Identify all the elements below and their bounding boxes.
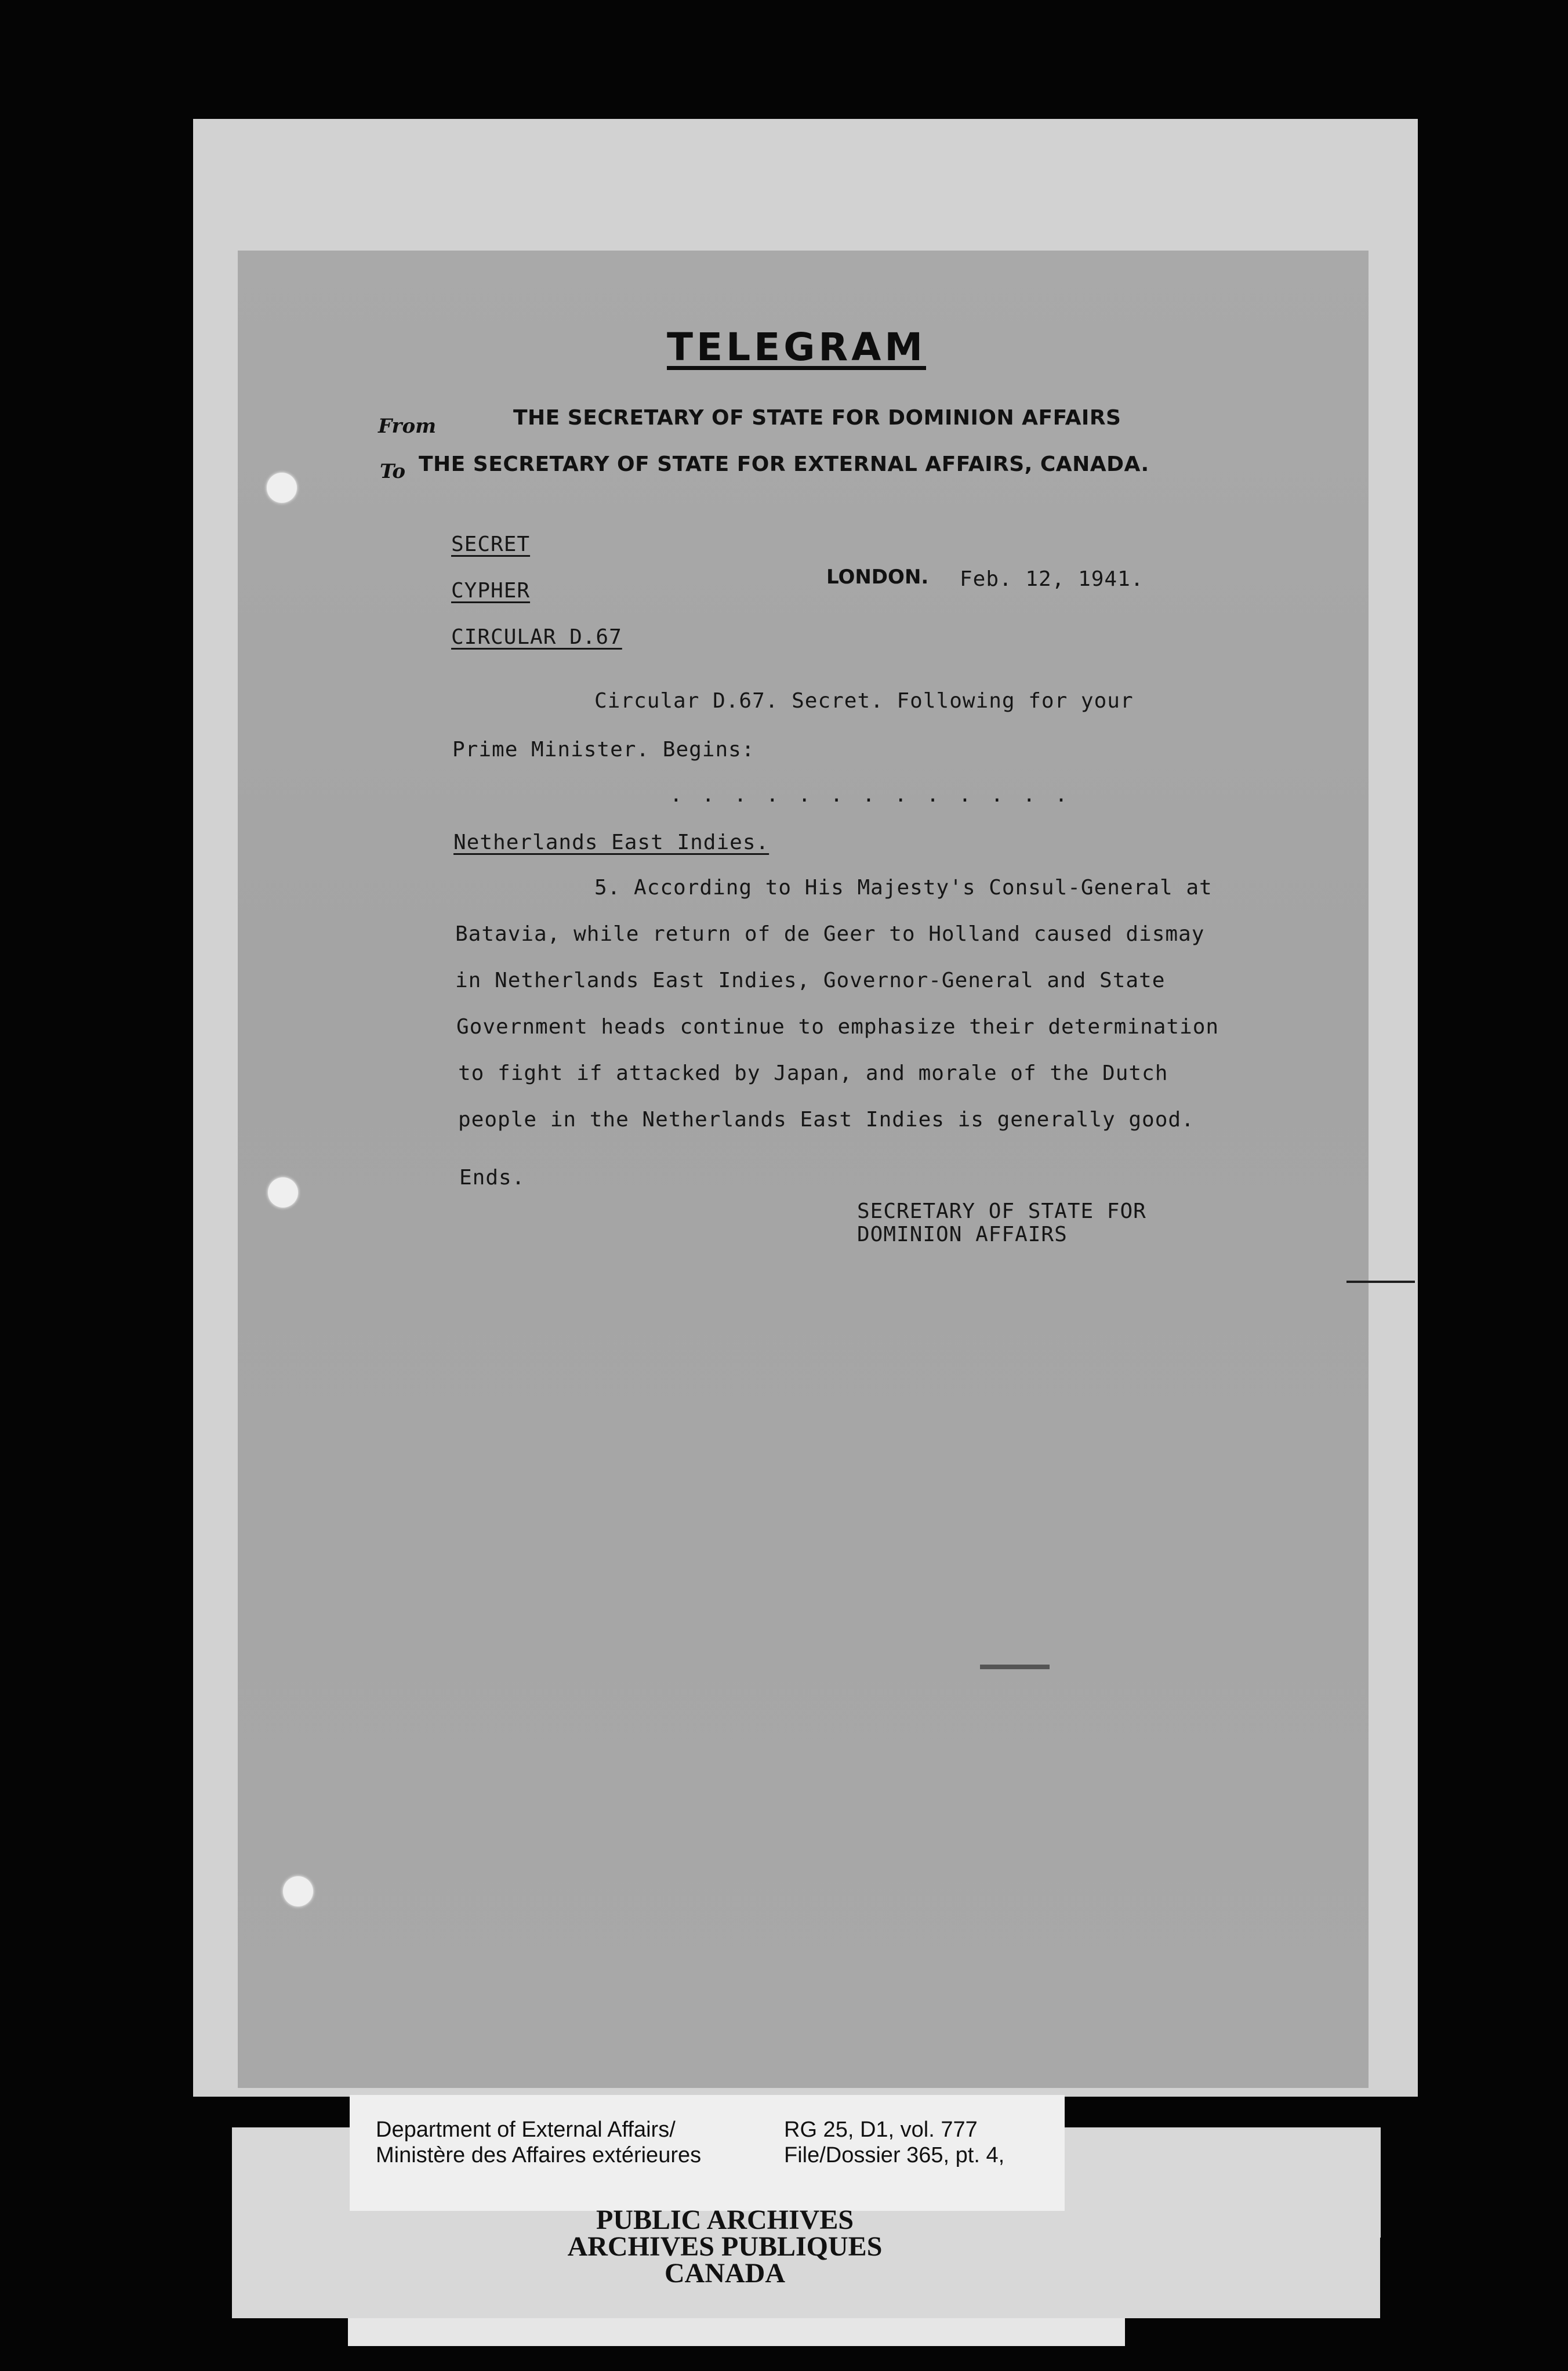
reference-line: RG 25, D1, vol. 777 [784,2118,978,2142]
body-line: people in the Netherlands East Indies is generally good. [458,1108,1195,1132]
section-heading: Netherlands East Indies. [453,831,770,854]
sender: THE SECRETARY OF STATE FOR DOMINION AFFAIRS [513,406,1121,430]
telegram-sheet [238,251,1369,2088]
punch-hole [268,1177,298,1208]
to-label: To [380,460,406,483]
classification-circular: CIRCULAR D.67 [451,625,622,649]
date: Feb. 12, 1941. [960,567,1144,591]
body-line: Government heads continue to emphasize their determination [456,1015,1219,1039]
body-line: 5. According to His Majesty's Consul-General at [594,876,1213,900]
margin-mark [1346,1281,1415,1283]
body-line: to fight if attacked by Japan, and morale of the Dutch [458,1061,1168,1085]
archives-line: CANADA [665,2258,785,2289]
telegram-title: TELEGRAM [667,325,926,369]
archives-line: PUBLIC ARCHIVES [596,2205,854,2235]
smudge-mark [980,1665,1050,1669]
punch-hole [267,473,297,503]
classification-cypher: CYPHER [451,579,531,603]
department-line: Ministère des Affaires extérieures [376,2143,702,2167]
from-label: From [378,415,437,438]
recipient: THE SECRETARY OF STATE FOR EXTERNAL AFFAIRS, CANADA. [419,452,1149,476]
reference-line: File/Dossier 365, pt. 4, [784,2143,1005,2167]
body-line: Batavia, while return of de Geer to Holland caused dismay [455,922,1205,946]
stamp-foot [348,2318,1125,2346]
punch-hole [283,1876,313,1906]
signature-line: SECRETARY OF STATE FOR [857,1199,1146,1223]
ellipsis: . . . . . . . . . . . . . [670,783,1071,807]
department-line: Department of External Affairs/ [376,2118,676,2142]
intro-line: Prime Minister. Begins: [452,738,755,762]
place: LONDON. [826,565,929,589]
intro-line: Circular D.67. Secret. Following for your [594,689,1134,713]
body-line: Ends. [459,1166,525,1190]
signature-line: DOMINION AFFAIRS [857,1223,1068,1246]
archives-stamp-text [406,2207,1044,2287]
classification-secret: SECRET [451,532,531,556]
archives-line: ARCHIVES PUBLIQUES [567,2231,883,2262]
body-line: in Netherlands East Indies, Governor-General and State [455,969,1166,992]
